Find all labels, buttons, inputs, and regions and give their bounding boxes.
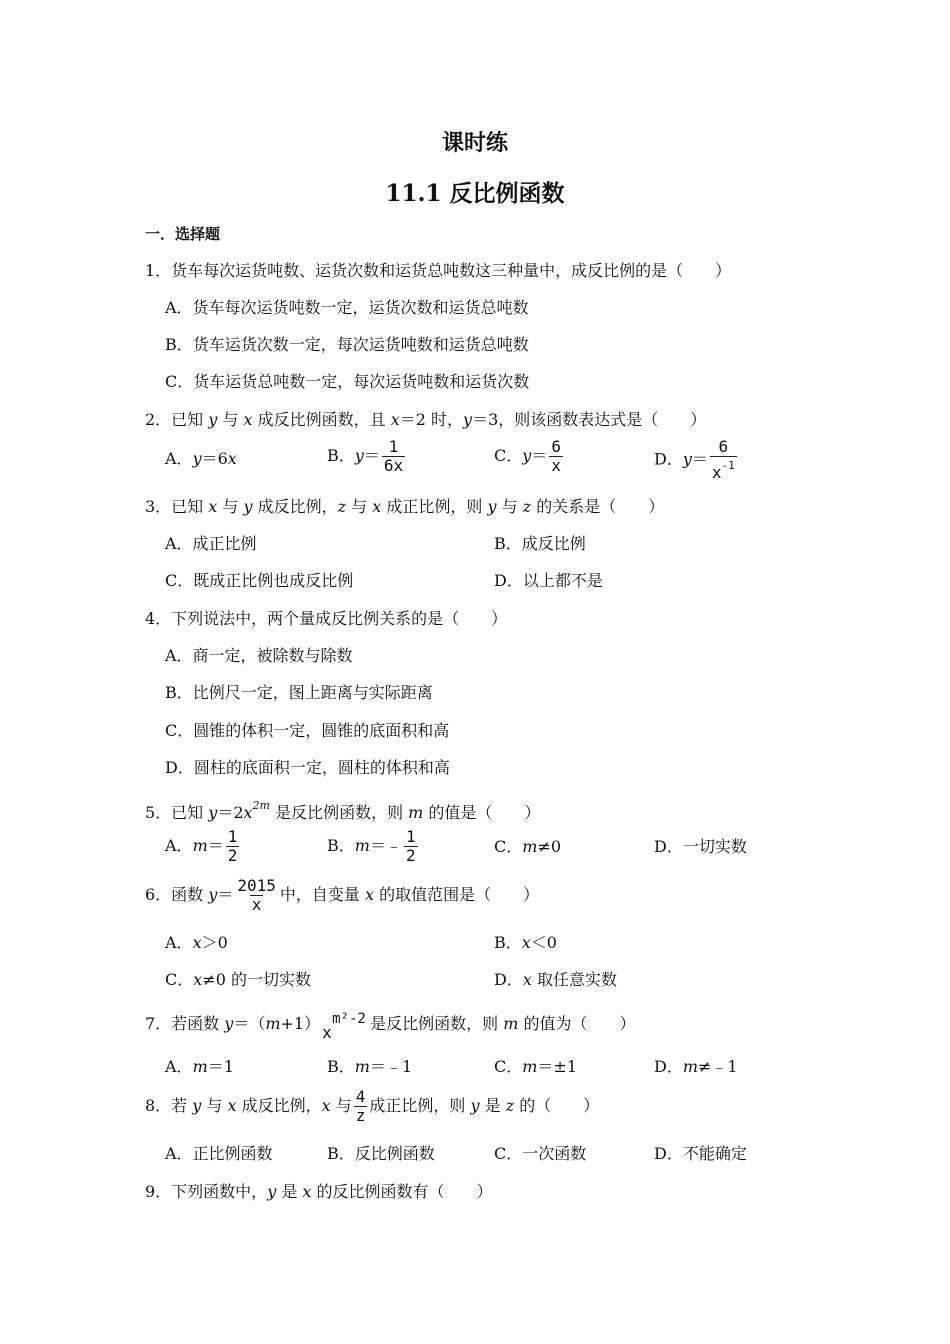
fraction: $\frac{6}{x}$ — [551, 437, 561, 475]
question-1-option-c: C．货车运货总吨数一定，每次运货吨数和运货次数 — [165, 372, 530, 391]
question-3-option-c: C．既成正比例也成反比例 — [165, 571, 354, 590]
question-3-option-d: D．以上都不是 — [494, 571, 603, 590]
question-3-option-a: A．成正比例 — [165, 534, 257, 553]
question-5-option-c: C．m≠0 — [494, 837, 562, 856]
question-5-option-d: D．一切实数 — [654, 837, 747, 856]
section-heading: 一．选择题 — [145, 225, 221, 243]
question-8-option-c: C．一次函数 — [494, 1144, 587, 1163]
fraction: $\frac{4}{z}$ — [355, 1087, 366, 1125]
question-7-stem: 7．若函数 y＝（m+1） x m²-2 是反比例函数，则 m 的值为（ ） — [145, 1010, 636, 1042]
question-2-option-d: D．y＝ $\frac{6}{x^{-1}}$ — [654, 437, 735, 482]
question-6-option-a: A．x＞0 — [165, 933, 228, 952]
fraction: $\frac{1}{2}$ — [227, 827, 238, 865]
fraction: $\frac{6}{x^{-1}}$ — [711, 437, 735, 482]
question-8-stem: 8．若 y 与 x 成反比例，x 与 $\frac{4}{z}$ 成正比例，则 y 是 z 的（ ） — [145, 1087, 600, 1125]
question-3-stem: 3．已知 x 与 y 成反比例，z 与 x 成正比例，则 y 与 z 的关系是（ ） — [145, 497, 665, 516]
page-title: 课时练 — [441, 130, 508, 156]
question-2-option-b: B．y＝ $\frac{1}{6x}$ — [327, 437, 404, 475]
question-4-option-c: C．圆锥的体积一定，圆锥的底面积和高 — [165, 721, 450, 740]
question-6-stem: 6．函数 y＝ $\frac{2015}{x}$ 中，自变量 x 的取值范围是（ ） — [145, 876, 540, 914]
question-4-option-b: B．比例尺一定，图上距离与实际距离 — [165, 683, 433, 702]
fraction: $\frac{1}{6x}$ — [383, 437, 404, 475]
question-8-option-d: D．不能确定 — [654, 1144, 747, 1163]
question-2-option-a: A．y＝6x — [165, 449, 237, 468]
question-4-option-d: D．圆柱的底面积一定，圆柱的体积和高 — [165, 758, 450, 777]
question-2-option-c: C．y＝ $\frac{6}{x}$ — [494, 437, 561, 475]
power-expression: x m²-2 — [322, 1010, 366, 1042]
question-1-option-a: A．货车每次运货吨数一定，运货次数和运货总吨数 — [165, 298, 529, 317]
question-6-option-d: D．x 取任意实数 — [494, 970, 617, 989]
question-6-option-c: C．x≠0 的一切实数 — [165, 970, 311, 989]
question-5-option-a: A．m＝ $\frac{1}{2}$ — [165, 827, 238, 865]
question-7-option-a: A．m＝1 — [165, 1057, 234, 1076]
question-7-option-b: B．m＝﹣1 — [327, 1057, 413, 1076]
question-2-stem: 2．已知 y 与 x 成反比例函数，且 x＝2 时，y＝3，则该函数表达式是（ ） — [145, 410, 707, 429]
page-subtitle: 11.1 反比例函数 — [385, 180, 565, 207]
question-5-option-b: B．m＝﹣ $\frac{1}{2}$ — [327, 827, 416, 865]
question-8-option-a: A．正比例函数 — [165, 1144, 273, 1163]
question-8-option-b: B．反比例函数 — [327, 1144, 435, 1163]
question-1-stem: 1．货车每次运货吨数、运货次数和运货总吨数这三种量中，成反比例的是（ ） — [145, 261, 732, 280]
question-5-stem: 5．已知 $y=2x^{2m}$ 是反比例函数，则 m 的值是（ ） — [145, 799, 541, 822]
fraction: $\frac{1}{2}$ — [405, 827, 416, 865]
question-6-option-b: B．x＜0 — [494, 933, 557, 952]
question-4-option-a: A．商一定，被除数与除数 — [165, 646, 353, 665]
question-7-option-d: D．m≠﹣1 — [654, 1057, 738, 1076]
question-7-option-c: C．m＝±1 — [494, 1057, 578, 1076]
fraction: $\frac{2015}{x}$ — [237, 876, 276, 914]
question-4-stem: 4．下列说法中，两个量成反比例关系的是（ ） — [145, 609, 508, 628]
question-9-stem: 9．下列函数中，y 是 x 的反比例函数有（ ） — [145, 1182, 493, 1201]
question-1-option-b: B．货车运货次数一定，每次运货吨数和运货总吨数 — [165, 335, 529, 354]
question-3-option-b: B．成反比例 — [494, 534, 586, 553]
